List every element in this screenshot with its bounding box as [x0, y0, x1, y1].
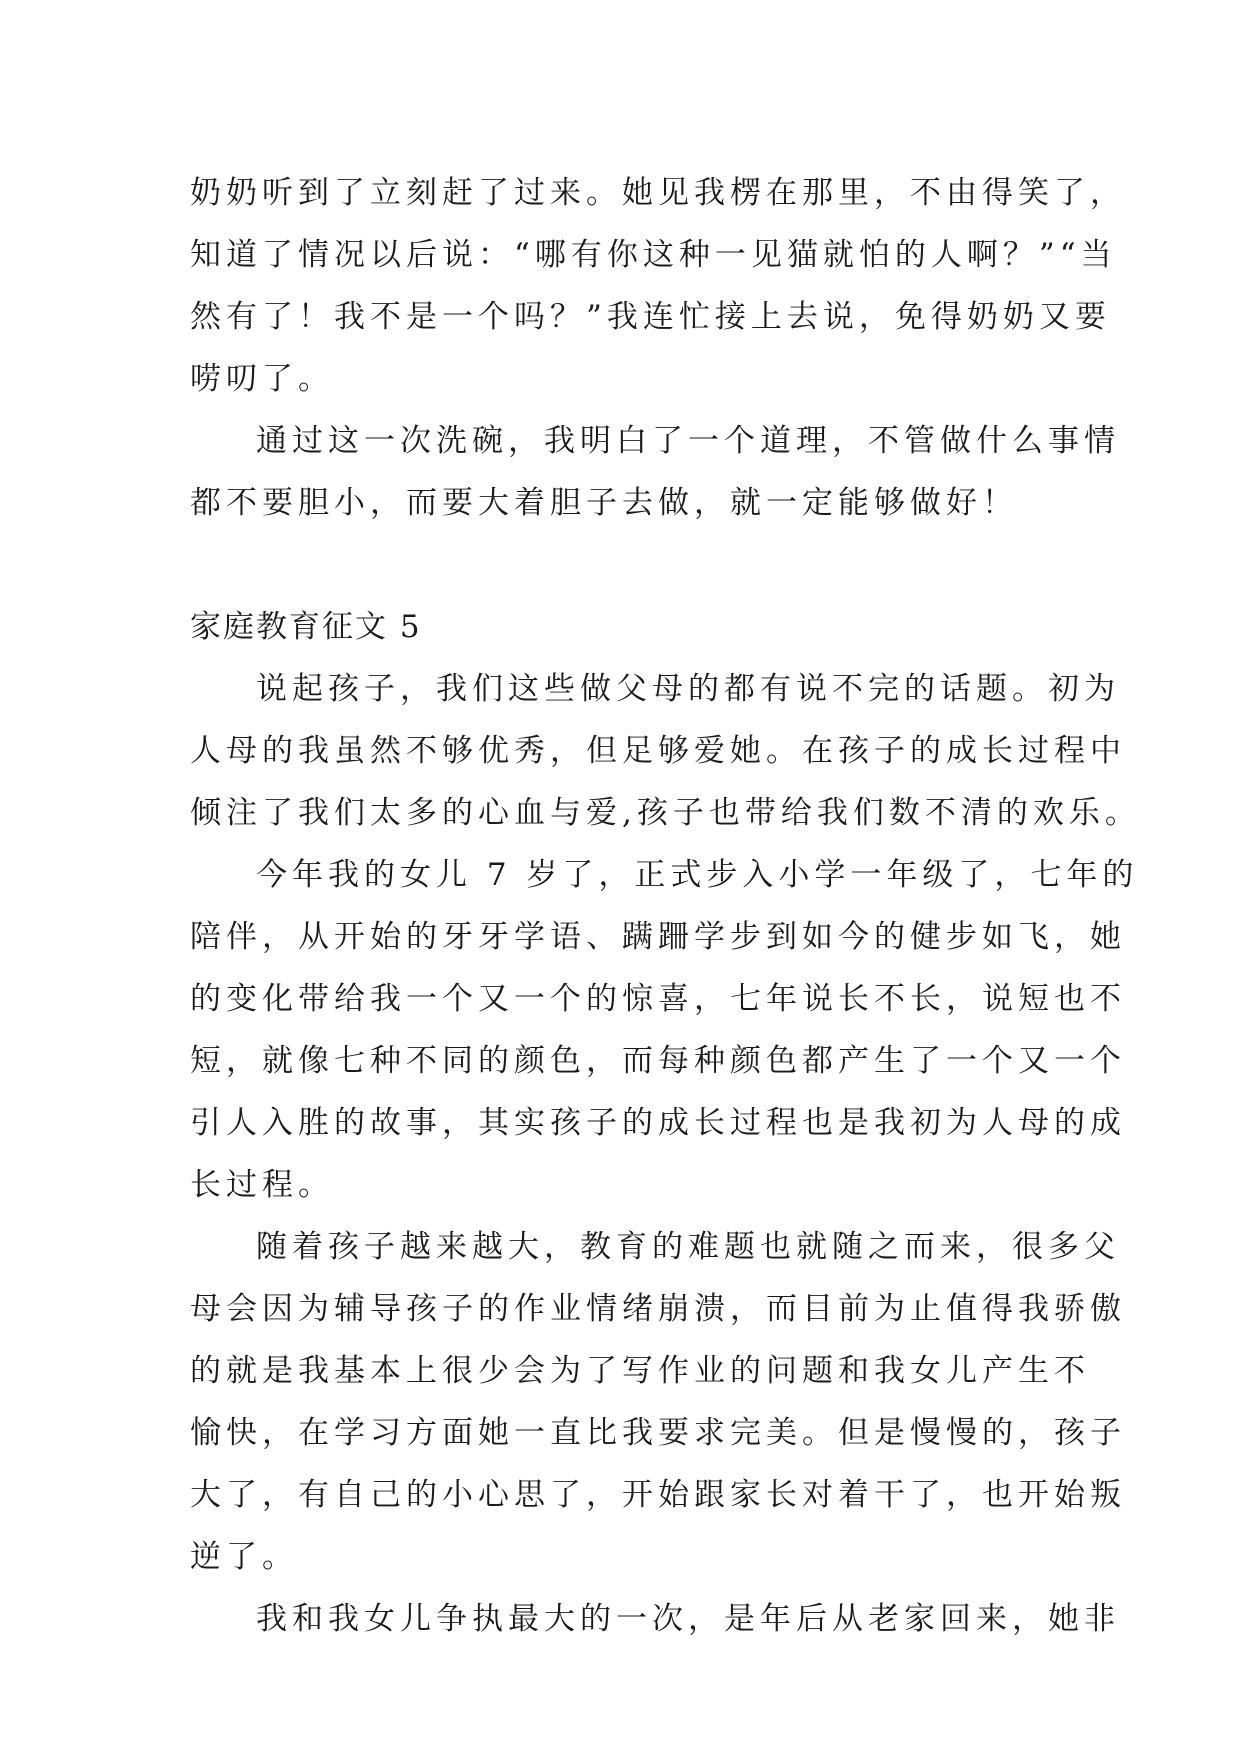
text-line: 然有了！我不是一个吗？”我连忙接上去说，免得奶奶又要 — [190, 299, 1111, 335]
text-line: 短，就像七种不同的颜色，而每种颜色都产生了一个又一个 — [190, 1043, 1126, 1079]
text-line: 的变化带给我一个又一个的惊喜，七年说长不长，说短也不 — [190, 981, 1126, 1017]
text-line: 我和我女儿争执最大的一次，是年后从老家回来，她非 — [256, 1601, 1120, 1637]
text-line: 引人入胜的故事，其实孩子的成长过程也是我初为人母的成 — [190, 1105, 1126, 1141]
paragraph-argument — [190, 1588, 1120, 1650]
text-line: 的就是我基本上很少会为了写作业的问题和我女儿产生不 — [190, 1353, 1090, 1389]
section-spacer — [190, 534, 1070, 596]
paragraph-grandma — [190, 162, 1126, 410]
text-line: 人母的我虽然不够优秀，但足够爱她。在孩子的成长过程中 — [190, 733, 1126, 769]
paragraph-daughter-age — [190, 844, 1139, 1216]
paragraph-lesson — [190, 410, 1120, 534]
paragraph-education-challenges — [190, 1216, 1126, 1588]
text-line: 知道了情况以后说：“哪有你这种一见猫就怕的人啊？”“当 — [190, 237, 1117, 273]
text-line: 说起孩子，我们这些做父母的都有说不完的话题。初为 — [256, 671, 1120, 707]
text-line: 都不要胆小，而要大着胆子去做，就一定能够做好！ — [190, 485, 1018, 521]
text-line: 今年我的女儿 7 岁了，正式步入小学一年级了，七年的 — [256, 857, 1139, 893]
text-line: 随着孩子越来越大，教育的难题也就随之而来，很多父 — [256, 1229, 1120, 1265]
document-body — [190, 162, 1141, 1650]
text-line: 愉快，在学习方面她一直比我要求完美。但是慢慢的，孩子 — [190, 1415, 1126, 1451]
paragraph-intro — [190, 658, 1141, 844]
text-line: 母会因为辅导孩子的作业情绪崩溃，而目前为止值得我骄傲 — [190, 1291, 1126, 1327]
text-line: 陪伴，从开始的牙牙学语、蹒跚学步到如今的健步如飞，她 — [190, 919, 1126, 955]
text-line: 通过这一次洗碗，我明白了一个道理，不管做什么事情 — [256, 423, 1120, 459]
section-title: 家庭教育征文 5 — [190, 609, 422, 645]
text-line: 大了，有自己的小心思了，开始跟家长对着干了，也开始叛 — [190, 1477, 1126, 1513]
text-line: 倾注了我们太多的心血与爱,孩子也带给我们数不清的欢乐。 — [190, 795, 1141, 831]
text-line: 奶奶听到了立刻赶了过来。她见我楞在那里，不由得笑了， — [190, 175, 1126, 211]
text-line: 逆了。 — [190, 1539, 298, 1575]
text-line: 长过程。 — [190, 1167, 334, 1203]
text-line: 唠叨了。 — [190, 361, 334, 397]
